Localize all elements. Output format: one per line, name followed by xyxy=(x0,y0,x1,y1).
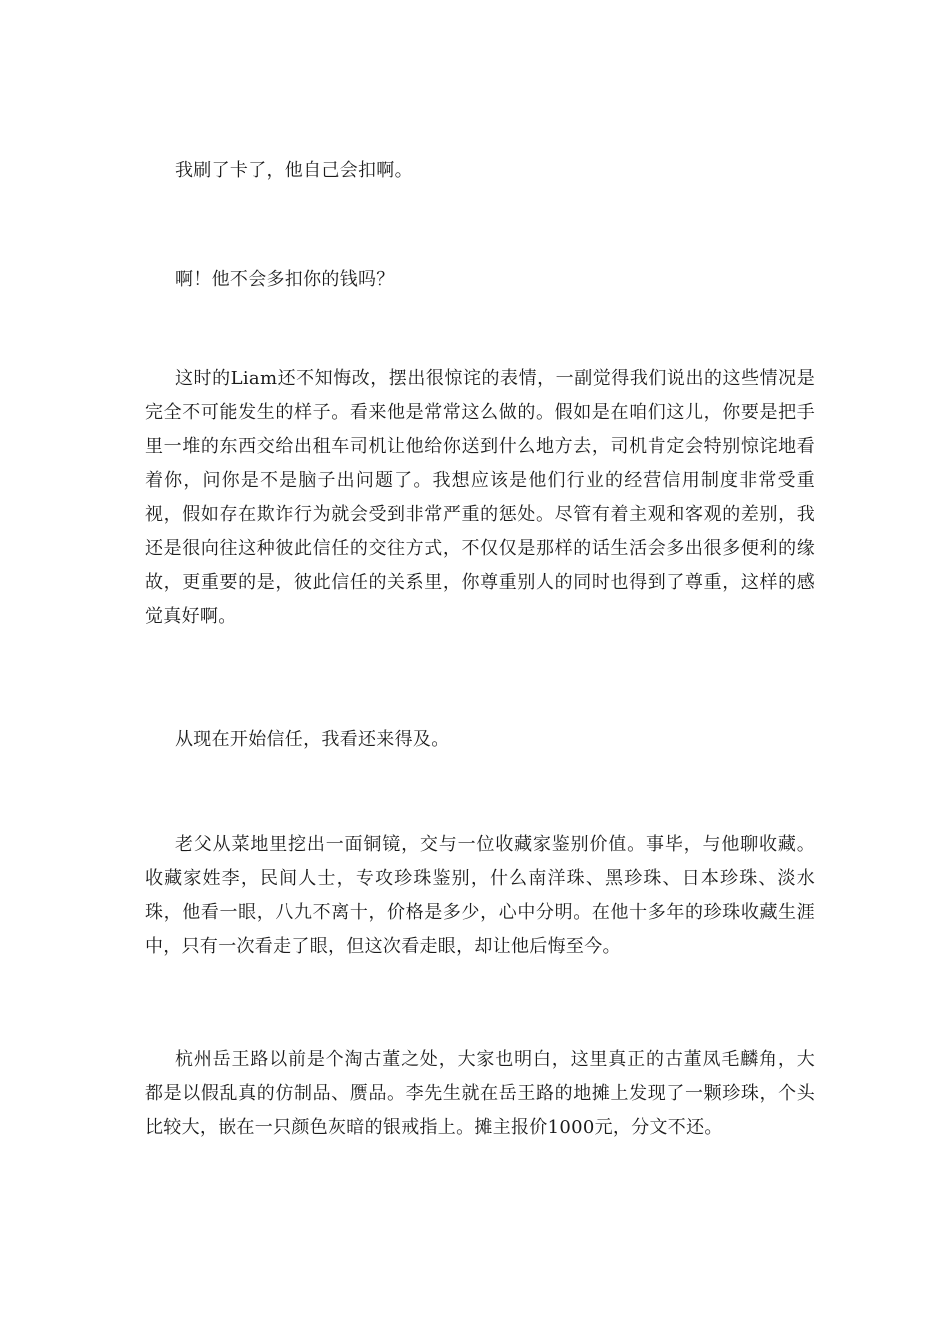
paragraph-4: 从现在开始信任，我看还来得及。 xyxy=(175,729,450,750)
paragraph-1: 我刷了卡了，他自己会扣啊。 xyxy=(175,160,413,181)
paragraph-5: 老父从菜地里挖出一面铜镜，交与一位收藏家鉴别价值。事毕，与他聊收藏。收藏家姓李，民间人士，专攻珍珠鉴别，什么南洋珠、黑珍珠、日本珍珠、淡水珠，他看一眼，八九不离十，价格是多少，心中分明。在他十多年的珍珠收藏生涯中，只有一次看走了眼，但这次看走眼，却让他后悔至今。 xyxy=(145,834,815,957)
paragraph-2: 啊！他不会多扣你的钱吗？ xyxy=(175,269,395,290)
paragraph-3: 这时的Liam还不知悔改，摆出很惊诧的表情，一副觉得我们说出的这些情况是完全不可能发生的样子。看来他是常常这么做的。假如是在咱们这儿，你要是把手里一堆的东西交给出租车司机让他给你送到什么地方去，司机肯定会特别惊诧地看着你，问你是不是脑子出问题了。我想应该是他们行业的经营信用制度非常受重视，假如存在欺诈行为就会受到非常严重的惩处。尽管有着主观和客观的差别，我还是很向往这种彼此信任的交往方式，不仅仅是那样的话生活会多出很多便利的缘故，更重要的是，彼此信任的关系里，你尊重别人的同时也得到了尊重，这样的感觉真好啊。 xyxy=(145,368,815,627)
paragraph-6: 杭州岳王路以前是个淘古董之处，大家也明白，这里真正的古董凤毛麟角，大都是以假乱真的仿制品、赝品。李先生就在岳王路的地摊上发现了一颗珍珠，个头比较大，嵌在一只颜色灰暗的银戒指上。摊主报价1000元，分文不还。 xyxy=(145,1049,815,1138)
